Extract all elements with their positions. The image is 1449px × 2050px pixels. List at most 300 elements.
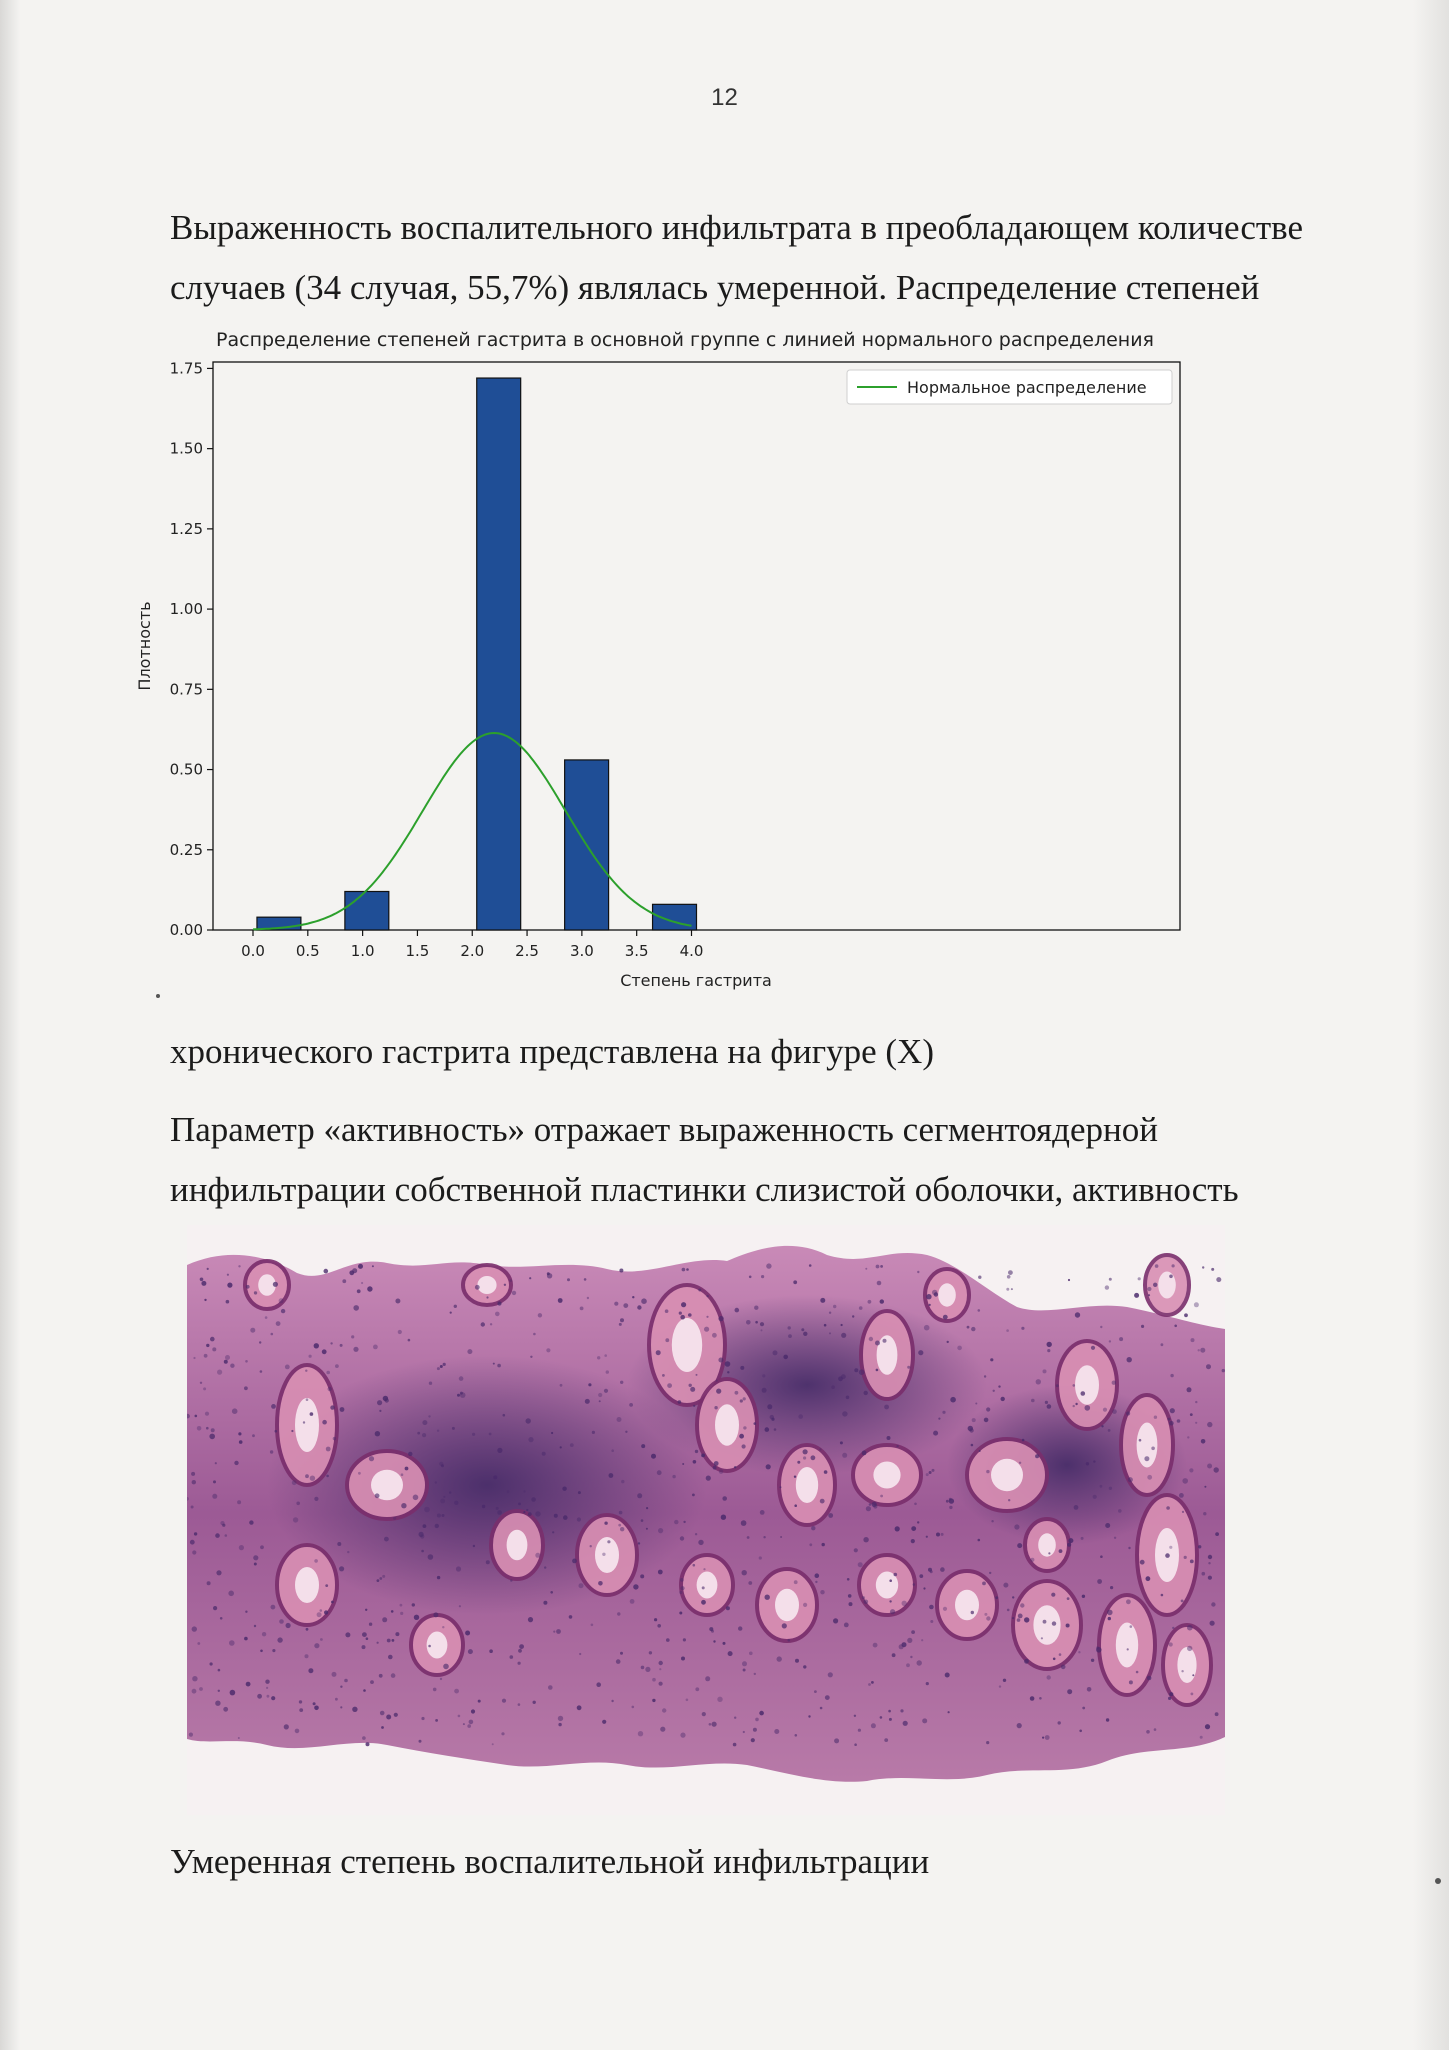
nucleus	[716, 1389, 721, 1394]
nucleus	[1082, 1707, 1085, 1710]
nucleus	[279, 1619, 284, 1624]
nucleus	[629, 1403, 633, 1407]
nucleus	[475, 1285, 480, 1290]
nucleus	[526, 1509, 528, 1511]
nucleus	[394, 1713, 398, 1717]
nucleus	[662, 1374, 665, 1377]
nucleus	[949, 1506, 952, 1509]
nucleus	[990, 1358, 993, 1361]
nucleus	[265, 1316, 268, 1319]
nucleus	[314, 1643, 319, 1648]
nucleus	[774, 1428, 777, 1431]
nucleus	[794, 1580, 798, 1584]
nucleus	[379, 1410, 381, 1412]
nucleus	[762, 1374, 765, 1377]
nucleus	[695, 1687, 699, 1691]
nucleus	[1165, 1553, 1170, 1558]
nucleus	[192, 1550, 196, 1554]
nucleus	[449, 1491, 451, 1493]
nucleus	[351, 1335, 354, 1338]
nucleus	[1091, 1659, 1094, 1662]
nucleus	[375, 1431, 380, 1436]
y-ticks	[170, 359, 213, 939]
nucleus	[246, 1285, 250, 1289]
nucleus	[606, 1370, 609, 1373]
nucleus	[1190, 1560, 1194, 1564]
nucleus	[746, 1320, 751, 1325]
nucleus	[875, 1341, 880, 1346]
nucleus	[680, 1536, 684, 1540]
nucleus	[657, 1470, 662, 1475]
nucleus	[780, 1486, 782, 1488]
nucleus	[556, 1629, 561, 1634]
nucleus	[308, 1668, 313, 1673]
nucleus	[577, 1705, 582, 1710]
nucleus	[1191, 1338, 1195, 1342]
nucleus	[584, 1278, 587, 1281]
nucleus	[1130, 1625, 1133, 1628]
nucleus	[924, 1325, 930, 1331]
nucleus	[342, 1279, 346, 1283]
nucleus	[518, 1662, 521, 1665]
nucleus	[227, 1283, 232, 1288]
nucleus	[749, 1652, 753, 1656]
nucleus	[620, 1318, 624, 1322]
nucleus	[1166, 1506, 1170, 1510]
nucleus	[1006, 1329, 1009, 1332]
nucleus	[1017, 1618, 1021, 1622]
nucleus	[377, 1642, 379, 1644]
nucleus	[638, 1542, 640, 1544]
nucleus	[497, 1364, 501, 1368]
nucleus	[339, 1566, 344, 1571]
nucleus	[203, 1387, 206, 1390]
nucleus	[252, 1434, 255, 1437]
nucleus	[761, 1329, 763, 1331]
nucleus	[871, 1681, 874, 1684]
nucleus	[299, 1708, 303, 1712]
nucleus	[803, 1449, 808, 1454]
nucleus	[866, 1506, 871, 1511]
nucleus	[267, 1695, 270, 1698]
nucleus	[1170, 1374, 1173, 1377]
nucleus	[497, 1510, 502, 1515]
nucleus	[864, 1391, 868, 1395]
nucleus	[460, 1392, 463, 1395]
nucleus	[743, 1669, 746, 1672]
nucleus	[206, 1427, 209, 1430]
nucleus	[986, 1741, 989, 1744]
nucleus	[945, 1673, 950, 1678]
nucleus	[352, 1707, 357, 1712]
nucleus	[310, 1412, 314, 1416]
nucleus	[1194, 1302, 1199, 1307]
nucleus	[473, 1545, 475, 1547]
nucleus	[659, 1668, 661, 1670]
nucleus	[1075, 1312, 1080, 1317]
nucleus	[819, 1448, 821, 1450]
nucleus	[871, 1723, 876, 1728]
nucleus	[437, 1576, 440, 1579]
nucleus	[353, 1347, 358, 1352]
nucleus	[829, 1332, 831, 1334]
nucleus	[1119, 1337, 1123, 1341]
nucleus	[943, 1607, 947, 1611]
nucleus	[337, 1542, 341, 1546]
nucleus	[387, 1639, 391, 1643]
nucleus	[454, 1689, 459, 1694]
nucleus	[1109, 1278, 1112, 1281]
nucleus	[286, 1623, 291, 1628]
nucleus	[795, 1659, 799, 1663]
nucleus	[735, 1308, 740, 1313]
nucleus	[590, 1545, 592, 1547]
nucleus	[379, 1674, 383, 1678]
nucleus	[254, 1563, 257, 1566]
nucleus	[528, 1437, 533, 1442]
nucleus	[238, 1737, 240, 1739]
nucleus	[450, 1312, 452, 1314]
nucleus	[747, 1536, 750, 1539]
nucleus	[370, 1680, 374, 1684]
nucleus	[864, 1600, 869, 1605]
nucleus	[701, 1454, 705, 1458]
nucleus	[614, 1302, 618, 1306]
nucleus	[858, 1562, 863, 1567]
nucleus	[1066, 1624, 1070, 1628]
histology-micrograph	[187, 1225, 1225, 1815]
nucleus	[828, 1513, 833, 1518]
normal-distribution-curve	[253, 733, 692, 929]
nucleus	[1110, 1586, 1113, 1589]
nucleus	[358, 1472, 361, 1475]
nucleus	[259, 1341, 261, 1343]
nucleus	[197, 1642, 200, 1645]
nucleus	[633, 1584, 638, 1589]
nucleus	[841, 1374, 846, 1379]
nucleus	[490, 1323, 492, 1325]
nucleus	[890, 1609, 895, 1614]
nucleus	[1017, 1723, 1022, 1728]
nucleus	[766, 1464, 771, 1469]
nucleus	[922, 1718, 927, 1723]
y-tick-label: 1.25	[169, 519, 203, 538]
nucleus	[1169, 1275, 1173, 1279]
nucleus	[422, 1420, 427, 1425]
nucleus	[1161, 1594, 1164, 1597]
nucleus	[971, 1611, 974, 1614]
nucleus	[548, 1685, 553, 1690]
nucleus	[854, 1715, 856, 1717]
nucleus	[734, 1466, 736, 1468]
nucleus	[1215, 1532, 1219, 1536]
nucleus	[528, 1617, 533, 1622]
nucleus	[1109, 1487, 1112, 1490]
nucleus	[765, 1427, 770, 1432]
nucleus	[950, 1397, 956, 1403]
nucleus	[293, 1517, 298, 1522]
nucleus	[883, 1339, 887, 1343]
nucleus	[907, 1366, 910, 1369]
nucleus	[780, 1536, 782, 1538]
micrograph-drawing	[187, 1225, 1225, 1815]
nucleus	[1093, 1495, 1097, 1499]
nucleus	[741, 1520, 747, 1526]
nucleus	[1030, 1696, 1035, 1701]
nucleus	[846, 1396, 850, 1400]
nucleus	[533, 1333, 536, 1336]
nucleus	[284, 1724, 289, 1729]
nucleus	[465, 1631, 470, 1636]
nucleus	[580, 1307, 584, 1311]
nucleus	[865, 1268, 867, 1270]
nucleus	[604, 1522, 607, 1525]
nucleus	[743, 1426, 746, 1429]
nucleus	[1147, 1287, 1151, 1291]
bar-2	[345, 891, 389, 930]
nucleus	[847, 1578, 850, 1581]
nucleus	[1030, 1558, 1034, 1562]
nucleus	[543, 1601, 547, 1605]
nucleus	[379, 1577, 382, 1580]
nucleus	[340, 1344, 343, 1347]
nucleus	[919, 1574, 923, 1578]
nucleus	[604, 1354, 607, 1357]
nucleus	[721, 1515, 726, 1520]
nucleus	[1047, 1675, 1051, 1679]
nucleus	[1017, 1543, 1022, 1548]
nucleus	[400, 1604, 403, 1607]
nucleus	[651, 1454, 656, 1459]
nucleus	[829, 1312, 831, 1314]
nucleus	[1068, 1538, 1073, 1543]
nucleus	[617, 1612, 620, 1615]
nucleus	[245, 1611, 247, 1613]
nucleus	[1215, 1712, 1219, 1716]
nucleus	[940, 1567, 945, 1572]
nucleus	[295, 1729, 300, 1734]
nucleus	[228, 1591, 234, 1597]
nucleus	[1189, 1468, 1193, 1472]
nucleus	[1208, 1562, 1210, 1564]
nucleus	[230, 1690, 236, 1696]
nucleus	[277, 1637, 282, 1642]
nucleus	[1187, 1646, 1192, 1651]
nucleus	[602, 1553, 605, 1556]
nucleus	[620, 1527, 624, 1531]
nucleus	[229, 1640, 235, 1646]
nucleus	[320, 1609, 323, 1612]
nucleus	[262, 1632, 266, 1636]
nucleus	[1108, 1617, 1111, 1620]
nucleus	[876, 1369, 879, 1372]
nucleus	[467, 1349, 472, 1354]
nucleus	[373, 1345, 378, 1350]
nucleus	[777, 1656, 782, 1661]
nucleus	[1205, 1724, 1210, 1729]
nucleus	[1047, 1349, 1050, 1352]
nucleus	[239, 1545, 244, 1550]
nucleus	[320, 1638, 323, 1641]
figure-caption	[170, 1832, 1300, 1892]
nucleus	[271, 1404, 276, 1409]
nucleus	[1139, 1439, 1142, 1442]
x-axis-label: Степень гастрита	[620, 971, 772, 990]
nucleus	[706, 1295, 708, 1297]
nucleus	[917, 1521, 919, 1523]
nucleus	[272, 1649, 275, 1652]
nucleus	[1210, 1621, 1215, 1626]
nucleus	[510, 1655, 514, 1659]
text-line: Умеренная степень воспалительной инфильтрации	[170, 1842, 930, 1881]
nucleus	[1100, 1326, 1102, 1328]
gland-lumen	[991, 1459, 1023, 1491]
nucleus	[547, 1273, 552, 1278]
nucleus	[1043, 1369, 1047, 1373]
nucleus	[717, 1697, 722, 1702]
nucleus	[695, 1533, 697, 1535]
nucleus	[386, 1715, 391, 1720]
nucleus	[489, 1433, 492, 1436]
nucleus	[759, 1711, 764, 1716]
nucleus	[637, 1305, 641, 1309]
nucleus	[822, 1543, 825, 1546]
nucleus	[739, 1434, 744, 1439]
nucleus	[733, 1743, 737, 1747]
nucleus	[734, 1717, 736, 1719]
nucleus	[620, 1381, 623, 1384]
nucleus	[493, 1363, 495, 1365]
nucleus	[621, 1480, 624, 1483]
nucleus	[705, 1676, 710, 1681]
nucleus	[934, 1292, 938, 1296]
nucleus	[324, 1610, 328, 1614]
nucleus	[680, 1578, 684, 1582]
nucleus	[305, 1370, 307, 1372]
nucleus	[1127, 1648, 1129, 1650]
nucleus	[1184, 1313, 1188, 1317]
nucleus	[212, 1494, 217, 1499]
nucleus	[478, 1700, 481, 1703]
nucleus	[1181, 1670, 1183, 1672]
nucleus	[314, 1706, 319, 1711]
nucleus	[638, 1731, 643, 1736]
nucleus	[978, 1276, 981, 1279]
paragraph-activity-parameter	[170, 1100, 1300, 1220]
nucleus	[742, 1570, 747, 1575]
nucleus	[1172, 1264, 1175, 1267]
nucleus	[225, 1534, 228, 1537]
nucleus	[577, 1517, 581, 1521]
nucleus	[649, 1651, 652, 1654]
nucleus	[1129, 1680, 1133, 1684]
nucleus	[1153, 1283, 1157, 1287]
nucleus	[1109, 1340, 1111, 1342]
nucleus	[1011, 1288, 1013, 1290]
nucleus	[766, 1263, 771, 1268]
nucleus	[896, 1445, 898, 1447]
nucleus	[332, 1672, 337, 1677]
nucleus	[352, 1268, 357, 1273]
nucleus	[1056, 1384, 1059, 1387]
nucleus	[854, 1743, 857, 1746]
nucleus	[510, 1579, 512, 1581]
nucleus	[1200, 1348, 1205, 1353]
nucleus	[234, 1461, 238, 1465]
nucleus	[567, 1278, 570, 1281]
nucleus	[1061, 1665, 1066, 1670]
nucleus	[1045, 1735, 1050, 1740]
nucleus	[674, 1520, 678, 1524]
nucleus	[523, 1511, 525, 1513]
gland-lumen	[507, 1530, 528, 1561]
nucleus	[808, 1715, 810, 1717]
chart-svg	[130, 322, 1210, 1012]
nucleus	[414, 1615, 419, 1620]
nucleus	[1001, 1397, 1005, 1401]
nucleus	[216, 1570, 221, 1575]
nucleus	[742, 1661, 747, 1666]
nucleus	[200, 1382, 202, 1384]
nucleus	[1106, 1718, 1109, 1721]
nucleus	[562, 1487, 566, 1491]
nucleus	[1091, 1346, 1095, 1350]
nucleus	[246, 1682, 251, 1687]
nucleus	[598, 1393, 602, 1397]
nucleus	[347, 1551, 349, 1553]
nucleus	[652, 1678, 656, 1682]
nucleus	[1100, 1555, 1103, 1558]
nucleus	[641, 1519, 644, 1522]
nucleus	[971, 1327, 975, 1331]
nucleus	[1147, 1676, 1152, 1681]
nucleus	[903, 1721, 908, 1726]
nucleus	[755, 1718, 759, 1722]
nucleus	[309, 1355, 312, 1358]
nucleus	[326, 1371, 330, 1375]
nucleus	[437, 1430, 439, 1432]
nucleus	[303, 1421, 305, 1423]
nucleus	[984, 1418, 989, 1423]
nucleus	[578, 1491, 581, 1494]
gland-lumen	[295, 1567, 319, 1603]
nucleus	[703, 1568, 705, 1570]
nucleus	[658, 1528, 663, 1533]
nucleus	[698, 1289, 701, 1292]
nucleus	[428, 1554, 434, 1560]
nucleus	[1093, 1460, 1095, 1462]
nucleus	[598, 1581, 603, 1586]
nucleus	[201, 1281, 206, 1286]
nucleus	[798, 1414, 803, 1419]
nucleus	[423, 1524, 427, 1528]
nucleus	[947, 1341, 949, 1343]
nucleus	[1082, 1595, 1085, 1598]
nucleus	[894, 1573, 898, 1577]
nucleus	[424, 1507, 430, 1513]
nucleus	[609, 1473, 614, 1478]
nucleus	[599, 1400, 601, 1402]
nucleus	[932, 1469, 935, 1472]
nucleus	[429, 1382, 432, 1385]
nucleus	[330, 1342, 332, 1344]
nucleus	[220, 1617, 223, 1620]
nucleus	[452, 1427, 455, 1430]
nucleus	[439, 1462, 443, 1466]
nucleus	[417, 1432, 420, 1435]
nucleus	[760, 1510, 765, 1515]
nucleus	[384, 1537, 389, 1542]
